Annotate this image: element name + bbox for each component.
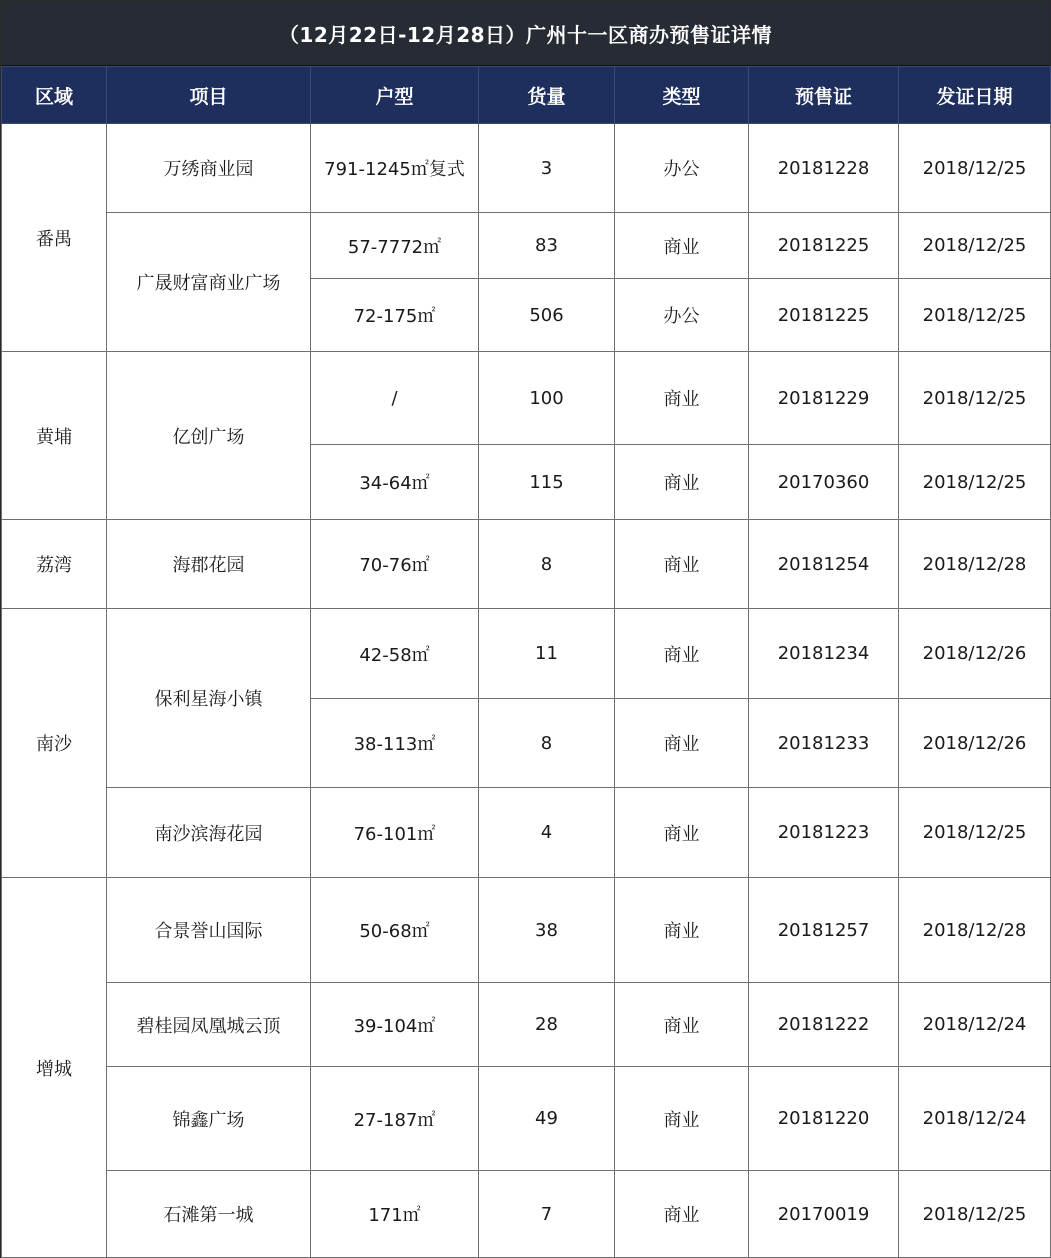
quantity-cell: 8 — [479, 520, 615, 609]
header-project: 项目 — [107, 67, 311, 124]
certificate-cell: 20181222 — [749, 983, 899, 1067]
table-row — [2, 609, 1051, 699]
certificate-cell: 20181254 — [749, 520, 899, 609]
quantity-cell: 11 — [479, 609, 615, 699]
issue-date-cell: 2018/12/28 — [899, 878, 1051, 983]
project-cell: 碧桂园凤凰城云顶 — [107, 983, 311, 1067]
kind-cell: 商业 — [615, 1171, 749, 1258]
region-cell: 增城 — [2, 878, 107, 1258]
region-cell: 荔湾 — [2, 520, 107, 609]
header-certificate: 预售证 — [749, 67, 899, 124]
unit-type-cell: 72-175㎡ — [311, 279, 479, 352]
quantity-cell: 49 — [479, 1067, 615, 1171]
kind-cell: 办公 — [615, 279, 749, 352]
table-row — [2, 124, 1051, 213]
unit-type-cell: 791-1245㎡复式 — [311, 124, 479, 213]
table-row — [2, 1171, 1051, 1258]
quantity-cell: 38 — [479, 878, 615, 983]
unit-type-cell: 38-113㎡ — [311, 699, 479, 788]
table-title: （12月22日-12月28日）广州十一区商办预售证详情 — [1, 1, 1050, 66]
certificate-cell: 20181229 — [749, 352, 899, 445]
presale-table — [1, 66, 1051, 1258]
table-row — [2, 788, 1051, 878]
unit-type-cell: 76-101㎡ — [311, 788, 479, 878]
certificate-cell: 20181257 — [749, 878, 899, 983]
header-quantity: 货量 — [479, 67, 615, 124]
certificate-cell: 20181233 — [749, 699, 899, 788]
table-row — [2, 352, 1051, 445]
unit-type-cell: 34-64㎡ — [311, 445, 479, 520]
unit-type-cell: 57-7772㎡ — [311, 213, 479, 279]
table-row — [2, 1067, 1051, 1171]
table-row — [2, 878, 1051, 983]
kind-cell: 商业 — [615, 1067, 749, 1171]
certificate-cell: 20181225 — [749, 279, 899, 352]
kind-cell: 商业 — [615, 788, 749, 878]
project-cell: 保利星海小镇 — [107, 609, 311, 788]
kind-cell: 办公 — [615, 124, 749, 213]
unit-type-cell: 70-76㎡ — [311, 520, 479, 609]
quantity-cell: 7 — [479, 1171, 615, 1258]
quantity-cell: 4 — [479, 788, 615, 878]
region-cell: 南沙 — [2, 609, 107, 878]
issue-date-cell: 2018/12/26 — [899, 609, 1051, 699]
unit-type-cell: 42-58㎡ — [311, 609, 479, 699]
project-cell: 锦鑫广场 — [107, 1067, 311, 1171]
quantity-cell: 100 — [479, 352, 615, 445]
issue-date-cell: 2018/12/24 — [899, 983, 1051, 1067]
issue-date-cell: 2018/12/25 — [899, 213, 1051, 279]
unit-type-cell: 39-104㎡ — [311, 983, 479, 1067]
project-cell: 石滩第一城 — [107, 1171, 311, 1258]
issue-date-cell: 2018/12/25 — [899, 279, 1051, 352]
issue-date-cell: 2018/12/25 — [899, 1171, 1051, 1258]
quantity-cell: 83 — [479, 213, 615, 279]
issue-date-cell: 2018/12/25 — [899, 352, 1051, 445]
table-row — [2, 520, 1051, 609]
kind-cell: 商业 — [615, 213, 749, 279]
project-cell: 万绣商业园 — [107, 124, 311, 213]
project-cell: 合景誉山国际 — [107, 878, 311, 983]
quantity-cell: 3 — [479, 124, 615, 213]
unit-type-cell: / — [311, 352, 479, 445]
table-row — [2, 983, 1051, 1067]
header-region: 区域 — [2, 67, 107, 124]
unit-type-cell: 171㎡ — [311, 1171, 479, 1258]
project-cell: 海郡花园 — [107, 520, 311, 609]
certificate-cell: 20181225 — [749, 213, 899, 279]
kind-cell: 商业 — [615, 609, 749, 699]
kind-cell: 商业 — [615, 352, 749, 445]
unit-type-cell: 50-68㎡ — [311, 878, 479, 983]
quantity-cell: 506 — [479, 279, 615, 352]
header-issue-date: 发证日期 — [899, 67, 1051, 124]
header-row — [2, 67, 1051, 124]
issue-date-cell: 2018/12/25 — [899, 124, 1051, 213]
table-row — [2, 213, 1051, 279]
region-cell: 番禺 — [2, 124, 107, 352]
unit-type-cell: 27-187㎡ — [311, 1067, 479, 1171]
certificate-cell: 20170019 — [749, 1171, 899, 1258]
kind-cell: 商业 — [615, 520, 749, 609]
kind-cell: 商业 — [615, 983, 749, 1067]
kind-cell: 商业 — [615, 445, 749, 520]
project-cell: 广晟财富商业广场 — [107, 213, 311, 352]
quantity-cell: 115 — [479, 445, 615, 520]
issue-date-cell: 2018/12/24 — [899, 1067, 1051, 1171]
region-cell: 黄埔 — [2, 352, 107, 520]
certificate-cell: 20181234 — [749, 609, 899, 699]
certificate-cell: 20181223 — [749, 788, 899, 878]
certificate-cell: 20170360 — [749, 445, 899, 520]
kind-cell: 商业 — [615, 878, 749, 983]
issue-date-cell: 2018/12/26 — [899, 699, 1051, 788]
kind-cell: 商业 — [615, 699, 749, 788]
project-cell: 南沙滨海花园 — [107, 788, 311, 878]
certificate-cell: 20181220 — [749, 1067, 899, 1171]
header-kind: 类型 — [615, 67, 749, 124]
issue-date-cell: 2018/12/25 — [899, 788, 1051, 878]
quantity-cell: 28 — [479, 983, 615, 1067]
issue-date-cell: 2018/12/25 — [899, 445, 1051, 520]
header-unit-type: 户型 — [311, 67, 479, 124]
certificate-cell: 20181228 — [749, 124, 899, 213]
project-cell: 亿创广场 — [107, 352, 311, 520]
issue-date-cell: 2018/12/28 — [899, 520, 1051, 609]
quantity-cell: 8 — [479, 699, 615, 788]
